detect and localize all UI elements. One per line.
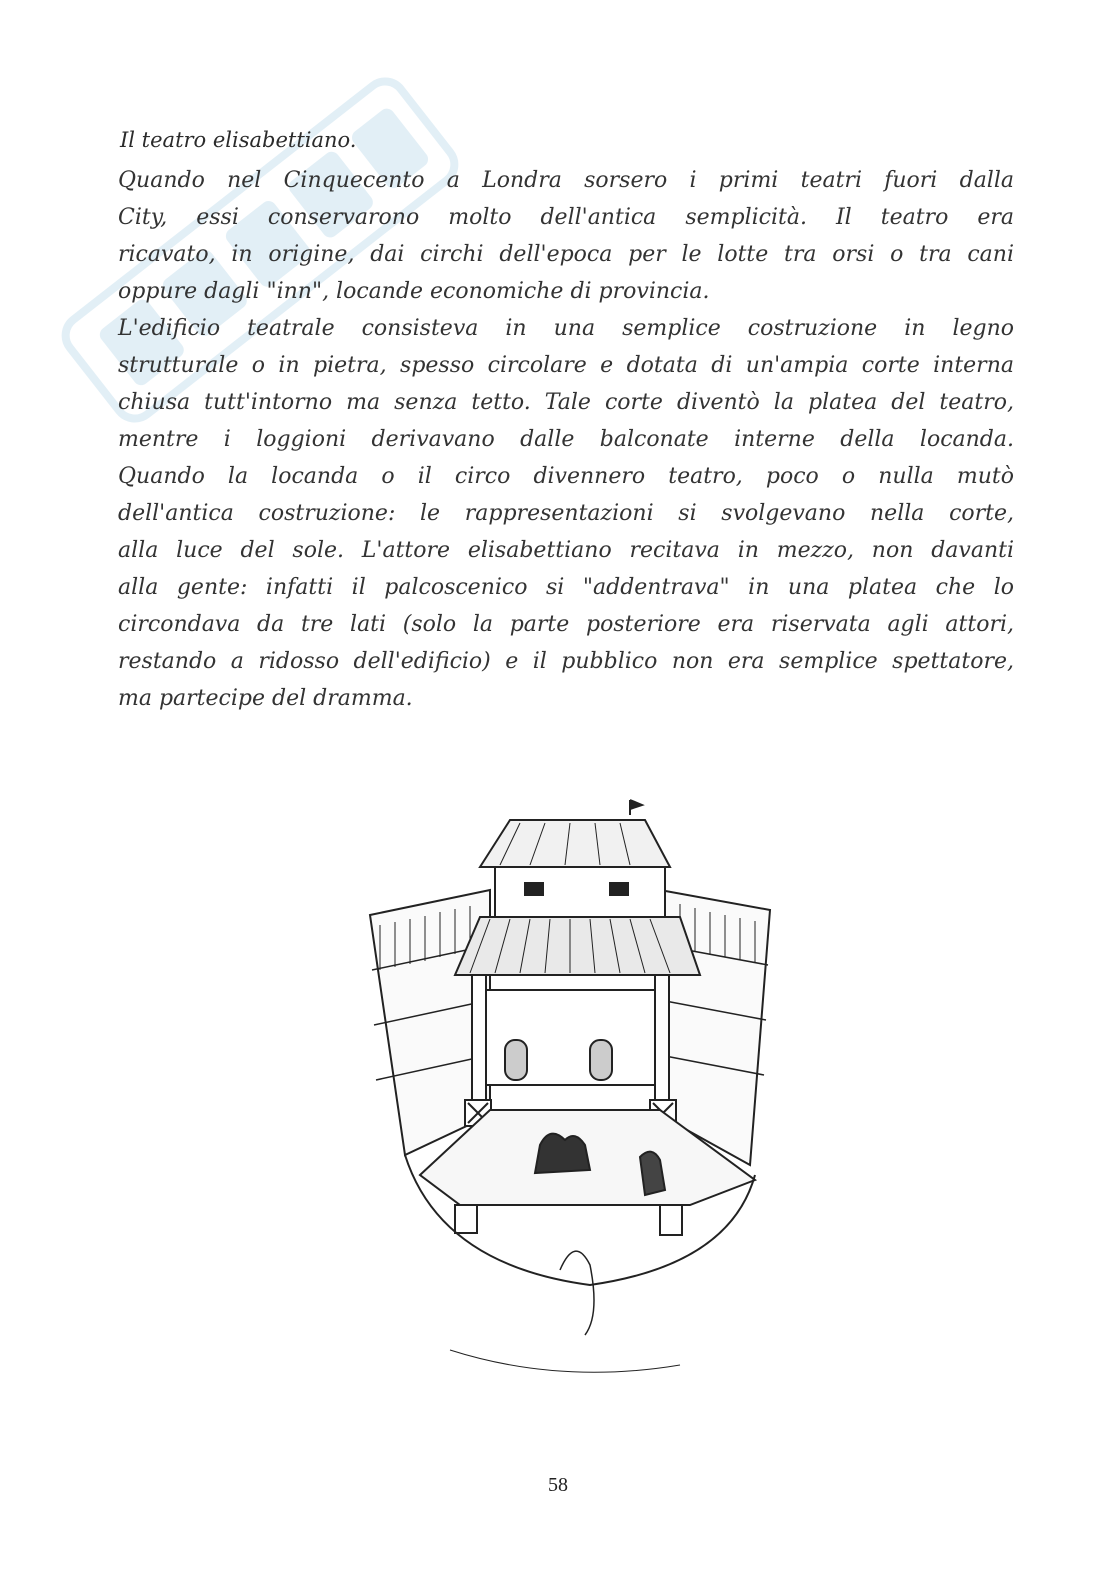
text-line: mentre i loggioni derivavano dalle balconate interne della locanda. (118, 427, 1014, 452)
text-line: strutturale o in pietra, spesso circolare e dotata di un'ampia corte interna (118, 353, 1014, 378)
text-line: ricavato, in origine, dai circhi dell'epoca per le lotte tra orsi o tra cani (118, 242, 1014, 267)
text-line: Quando nel Cinquecento a Londra sorsero i primi teatri fuori dalla (118, 168, 1014, 193)
text-line: City, essi conservarono molto dell'antica semplicità. Il teatro era (118, 205, 1014, 230)
text-line: dell'antica costruzione: le rappresentazioni si svolgevano nella corte, (118, 501, 1014, 526)
section-title: Il teatro elisabettiano. (120, 128, 357, 152)
text-line: oppure dagli "inn", locande economiche di provincia. (118, 279, 710, 304)
text-line: Quando la locanda o il circo divennero teatro, poco o nulla mutò (118, 464, 1014, 489)
body-text (118, 162, 1014, 717)
text-line: ma partecipe del dramma. (118, 686, 413, 711)
text-line: circondava da tre lati (solo la parte posteriore era riservata agli attori, (118, 612, 1014, 637)
text-line: L'edificio teatrale consisteva in una semplice costruzione in legno (118, 316, 1014, 341)
text-line: restando a ridosso dell'edificio) e il pubblico non era semplice spettatore, (118, 649, 1014, 674)
text-line: alla luce del sole. L'attore elisabettiano recitava in mezzo, non davanti (118, 538, 1014, 563)
page-number: 58 (548, 1474, 568, 1496)
globe-theatre-sketch (360, 795, 780, 1395)
text-line: alla gente: infatti il palcoscenico si "addentrava" in una platea che lo (118, 575, 1014, 600)
text-line: chiusa tutt'intorno ma senza tetto. Tale corte diventò la platea del teatro, (118, 390, 1014, 415)
